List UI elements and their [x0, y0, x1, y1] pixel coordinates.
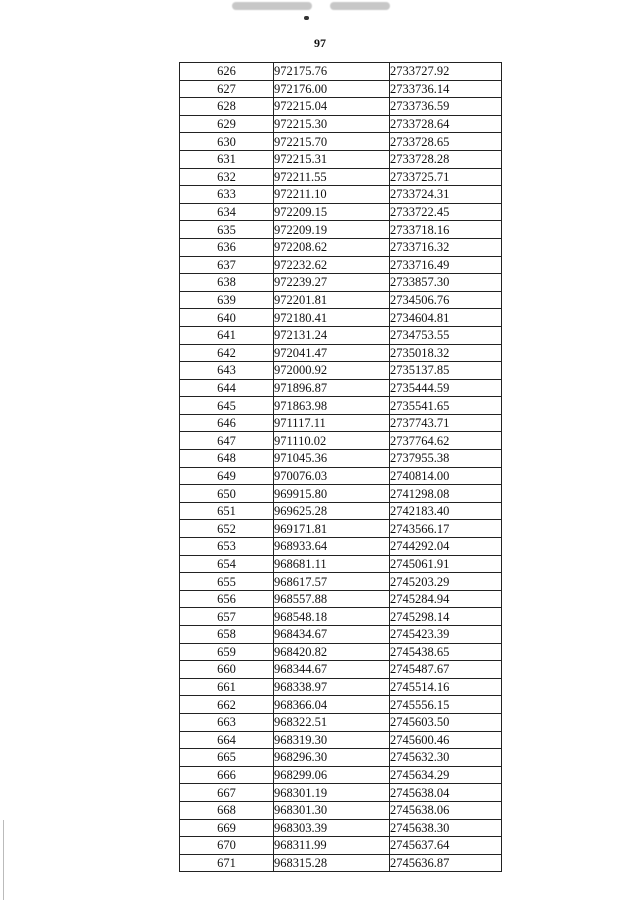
y-coordinate-cell: 2745638.04 [390, 784, 502, 802]
y-coordinate-cell: 2733728.65 [390, 133, 502, 151]
y-coordinate-cell: 2745636.87 [390, 854, 502, 872]
y-coordinate-cell: 2734753.55 [390, 326, 502, 344]
table-row [180, 819, 502, 837]
y-coordinate-cell: 2741298.08 [390, 485, 502, 503]
table-row [180, 713, 502, 731]
y-coordinate-cell: 2737743.71 [390, 414, 502, 432]
point-number-cell: 638 [180, 274, 274, 292]
table-row [180, 854, 502, 872]
x-coordinate-cell: 972176.00 [274, 80, 390, 98]
x-coordinate-cell: 972041.47 [274, 344, 390, 362]
x-coordinate-cell: 968322.51 [274, 713, 390, 731]
y-coordinate-cell: 2733727.92 [390, 63, 502, 81]
table-row [180, 731, 502, 749]
y-coordinate-cell: 2740814.00 [390, 467, 502, 485]
point-number-cell: 663 [180, 713, 274, 731]
y-coordinate-cell: 2745638.30 [390, 819, 502, 837]
x-coordinate-cell: 968301.19 [274, 784, 390, 802]
y-coordinate-cell: 2733722.45 [390, 203, 502, 221]
x-coordinate-cell: 970076.03 [274, 467, 390, 485]
point-number-cell: 645 [180, 397, 274, 415]
y-coordinate-cell: 2735444.59 [390, 379, 502, 397]
table-row [180, 397, 502, 415]
y-coordinate-cell: 2744292.04 [390, 538, 502, 556]
x-coordinate-cell: 968315.28 [274, 854, 390, 872]
x-coordinate-cell: 971896.87 [274, 379, 390, 397]
y-coordinate-cell: 2745632.30 [390, 749, 502, 767]
y-coordinate-cell: 2733728.28 [390, 150, 502, 168]
point-number-cell: 649 [180, 467, 274, 485]
table-row [180, 502, 502, 520]
x-coordinate-cell: 968420.82 [274, 643, 390, 661]
point-number-cell: 647 [180, 432, 274, 450]
page-number: 97 [314, 36, 326, 50]
x-coordinate-cell: 968301.30 [274, 801, 390, 819]
table-row [180, 766, 502, 784]
table-row [180, 309, 502, 327]
table-row [180, 256, 502, 274]
table-row [180, 326, 502, 344]
point-number-cell: 635 [180, 221, 274, 239]
x-coordinate-cell: 968303.39 [274, 819, 390, 837]
table-row [180, 749, 502, 767]
table-row [180, 485, 502, 503]
table-row [180, 98, 502, 116]
table-row [180, 608, 502, 626]
point-number-cell: 664 [180, 731, 274, 749]
y-coordinate-cell: 2733716.32 [390, 238, 502, 256]
x-coordinate-cell: 972208.62 [274, 238, 390, 256]
y-coordinate-cell: 2733857.30 [390, 274, 502, 292]
point-number-cell: 648 [180, 450, 274, 468]
x-coordinate-cell: 972180.41 [274, 309, 390, 327]
table-row [180, 63, 502, 81]
x-coordinate-cell: 968681.11 [274, 555, 390, 573]
table-row [180, 186, 502, 204]
point-number-cell: 650 [180, 485, 274, 503]
point-number-cell: 643 [180, 362, 274, 380]
y-coordinate-cell: 2735541.65 [390, 397, 502, 415]
x-coordinate-cell: 971863.98 [274, 397, 390, 415]
table-row [180, 555, 502, 573]
table-row [180, 467, 502, 485]
table-row [180, 520, 502, 538]
y-coordinate-cell: 2734604.81 [390, 309, 502, 327]
y-coordinate-cell: 2733736.14 [390, 80, 502, 98]
scan-artifact [330, 2, 390, 10]
table-row [180, 238, 502, 256]
point-number-cell: 636 [180, 238, 274, 256]
x-coordinate-cell: 968548.18 [274, 608, 390, 626]
point-number-cell: 632 [180, 168, 274, 186]
x-coordinate-cell: 972215.30 [274, 115, 390, 133]
x-coordinate-cell: 971117.11 [274, 414, 390, 432]
point-number-cell: 627 [180, 80, 274, 98]
table-row [180, 573, 502, 591]
y-coordinate-cell: 2734506.76 [390, 291, 502, 309]
x-coordinate-cell: 972239.27 [274, 274, 390, 292]
x-coordinate-cell: 968319.30 [274, 731, 390, 749]
x-coordinate-cell: 969625.28 [274, 502, 390, 520]
x-coordinate-cell: 968557.88 [274, 590, 390, 608]
table-row [180, 661, 502, 679]
point-number-cell: 655 [180, 573, 274, 591]
y-coordinate-cell: 2745637.64 [390, 837, 502, 855]
table-row [180, 150, 502, 168]
x-coordinate-cell: 968434.67 [274, 626, 390, 644]
x-coordinate-cell: 968338.97 [274, 678, 390, 696]
x-coordinate-cell: 968366.04 [274, 696, 390, 714]
table-row [180, 414, 502, 432]
point-number-cell: 671 [180, 854, 274, 872]
scan-edge-line [3, 820, 4, 900]
y-coordinate-cell: 2735018.32 [390, 344, 502, 362]
x-coordinate-cell: 972209.19 [274, 221, 390, 239]
y-coordinate-cell: 2745423.39 [390, 626, 502, 644]
point-number-cell: 656 [180, 590, 274, 608]
x-coordinate-cell: 968617.57 [274, 573, 390, 591]
coordinates-table [179, 62, 502, 872]
point-number-cell: 644 [180, 379, 274, 397]
table-row [180, 590, 502, 608]
x-coordinate-cell: 972215.70 [274, 133, 390, 151]
point-number-cell: 646 [180, 414, 274, 432]
y-coordinate-cell: 2733725.71 [390, 168, 502, 186]
point-number-cell: 667 [180, 784, 274, 802]
x-coordinate-cell: 968344.67 [274, 661, 390, 679]
table-row [180, 450, 502, 468]
y-coordinate-cell: 2745284.94 [390, 590, 502, 608]
table-row [180, 538, 502, 556]
point-number-cell: 642 [180, 344, 274, 362]
y-coordinate-cell: 2733716.49 [390, 256, 502, 274]
table-row [180, 626, 502, 644]
table-row [180, 696, 502, 714]
y-coordinate-cell: 2737955.38 [390, 450, 502, 468]
scan-artifact [232, 2, 312, 10]
table-row [180, 115, 502, 133]
x-coordinate-cell: 972175.76 [274, 63, 390, 81]
table-row [180, 801, 502, 819]
point-number-cell: 652 [180, 520, 274, 538]
x-coordinate-cell: 972215.04 [274, 98, 390, 116]
point-number-cell: 661 [180, 678, 274, 696]
y-coordinate-cell: 2745438.65 [390, 643, 502, 661]
y-coordinate-cell: 2733736.59 [390, 98, 502, 116]
point-number-cell: 630 [180, 133, 274, 151]
x-coordinate-cell: 972131.24 [274, 326, 390, 344]
table-row [180, 168, 502, 186]
table-row [180, 133, 502, 151]
x-coordinate-cell: 972232.62 [274, 256, 390, 274]
y-coordinate-cell: 2742183.40 [390, 502, 502, 520]
point-number-cell: 668 [180, 801, 274, 819]
y-coordinate-cell: 2733728.64 [390, 115, 502, 133]
y-coordinate-cell: 2745203.29 [390, 573, 502, 591]
table-row [180, 362, 502, 380]
y-coordinate-cell: 2737764.62 [390, 432, 502, 450]
point-number-cell: 658 [180, 626, 274, 644]
point-number-cell: 626 [180, 63, 274, 81]
y-coordinate-cell: 2735137.85 [390, 362, 502, 380]
x-coordinate-cell: 972000.92 [274, 362, 390, 380]
y-coordinate-cell: 2743566.17 [390, 520, 502, 538]
point-number-cell: 654 [180, 555, 274, 573]
y-coordinate-cell: 2745638.06 [390, 801, 502, 819]
x-coordinate-cell: 971110.02 [274, 432, 390, 450]
point-number-cell: 670 [180, 837, 274, 855]
table-row [180, 678, 502, 696]
point-number-cell: 666 [180, 766, 274, 784]
table-row [180, 274, 502, 292]
x-coordinate-cell: 969915.80 [274, 485, 390, 503]
y-coordinate-cell: 2745298.14 [390, 608, 502, 626]
point-number-cell: 629 [180, 115, 274, 133]
point-number-cell: 669 [180, 819, 274, 837]
point-number-cell: 662 [180, 696, 274, 714]
table-row [180, 837, 502, 855]
y-coordinate-cell: 2745600.46 [390, 731, 502, 749]
point-number-cell: 641 [180, 326, 274, 344]
y-coordinate-cell: 2745603.50 [390, 713, 502, 731]
point-number-cell: 651 [180, 502, 274, 520]
x-coordinate-cell: 969171.81 [274, 520, 390, 538]
table-row [180, 784, 502, 802]
y-coordinate-cell: 2745061.91 [390, 555, 502, 573]
point-number-cell: 659 [180, 643, 274, 661]
point-number-cell: 657 [180, 608, 274, 626]
x-coordinate-cell: 968933.64 [274, 538, 390, 556]
x-coordinate-cell: 971045.36 [274, 450, 390, 468]
x-coordinate-cell: 972201.81 [274, 291, 390, 309]
point-number-cell: 628 [180, 98, 274, 116]
point-number-cell: 639 [180, 291, 274, 309]
table-row [180, 643, 502, 661]
y-coordinate-cell: 2745556.15 [390, 696, 502, 714]
y-coordinate-cell: 2733724.31 [390, 186, 502, 204]
x-coordinate-cell: 968311.99 [274, 837, 390, 855]
y-coordinate-cell: 2745514.16 [390, 678, 502, 696]
x-coordinate-cell: 972211.55 [274, 168, 390, 186]
y-coordinate-cell: 2733718.16 [390, 221, 502, 239]
table-row [180, 80, 502, 98]
table-row [180, 344, 502, 362]
point-number-cell: 634 [180, 203, 274, 221]
coordinates-table-body [180, 63, 502, 872]
x-coordinate-cell: 972211.10 [274, 186, 390, 204]
table-row [180, 203, 502, 221]
point-number-cell: 653 [180, 538, 274, 556]
point-number-cell: 631 [180, 150, 274, 168]
table-row [180, 379, 502, 397]
x-coordinate-cell: 968296.30 [274, 749, 390, 767]
x-coordinate-cell: 972215.31 [274, 150, 390, 168]
point-number-cell: 633 [180, 186, 274, 204]
table-row [180, 291, 502, 309]
point-number-cell: 665 [180, 749, 274, 767]
y-coordinate-cell: 2745487.67 [390, 661, 502, 679]
x-coordinate-cell: 968299.06 [274, 766, 390, 784]
table-row [180, 432, 502, 450]
y-coordinate-cell: 2745634.29 [390, 766, 502, 784]
table-row [180, 221, 502, 239]
x-coordinate-cell: 972209.15 [274, 203, 390, 221]
point-number-cell: 640 [180, 309, 274, 327]
scan-artifact-dot [304, 16, 309, 20]
point-number-cell: 637 [180, 256, 274, 274]
point-number-cell: 660 [180, 661, 274, 679]
